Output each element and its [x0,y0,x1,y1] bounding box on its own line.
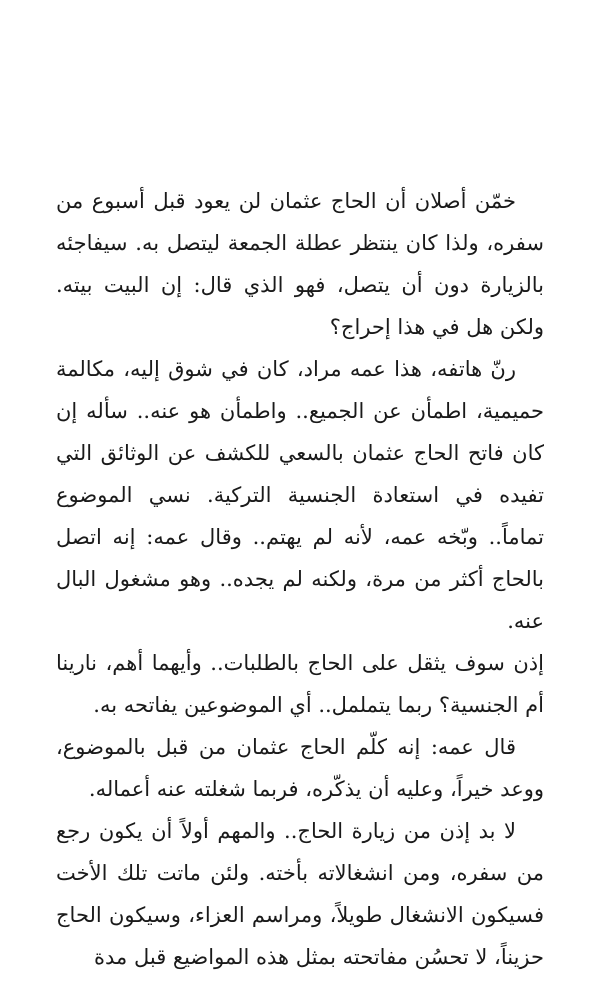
paragraph-3: إذن سوف يثقل على الحاج بالطلبات.. وأيهما أهم، نارينا أم الجنسية؟ ربما يتململ.. أي الموضوعين يفاتحه به. [56,651,544,717]
paragraph-4: قال عمه: إنه كلّم الحاج عثمان من قبل بالموضوع، ووعد خيراً، وعليه أن يذكّره، فربما شغلته عنه أعماله. [56,735,544,801]
book-page [56,180,544,978]
paragraph-5: لا بد إذن من زيارة الحاج.. والمهم أولاً أن يكون رجع من سفره، ومن انشغالاته بأخته. ولئن ماتت تلك الأخت فسيكون الانشغال طويلاً، ومراسم العزاء، وسيكون الحاج حزيناً، لا تحسُن مفاتحته بمثل هذه المواضيع قبل مدة [56,819,544,969]
paragraph-1: خمّن أصلان أن الحاج عثمان لن يعود قبل أسبوع من سفره، ولذا كان ينتظر عطلة الجمعة ليتصل به. سيفاجئه بالزيارة دون أن يتصل، فهو الذي قال: إن البيت بيته. ولكن هل في هذا إحراج؟ [56,189,544,339]
paragraph-2: رنّ هاتفه، هذا عمه مراد، كان في شوق إليه، مكالمة حميمية، اطمأن عن الجميع.. واطمأن هو عنه.. سأله إن كان فاتح الحاج عثمان بالسعي للكشف عن الوثائق التي تفيده في استعادة الجنسية التركية. نسي الموضوع تماماً.. وبّخه عمه، لأنه لم يهتم.. وقال عمه: إنه اتصل بالحاج أكثر من مرة، ولكنه لم يجده.. وهو مشغول البال عنه. [56,357,544,633]
